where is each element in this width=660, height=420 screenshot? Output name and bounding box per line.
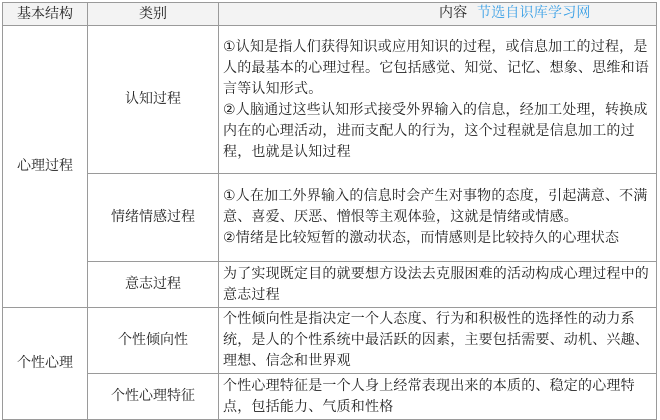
- table-body: [3, 26, 657, 420]
- psychology-structure-table: [2, 2, 657, 420]
- content-paragraph: 为了实现既定目的就要想方设法去克服困难的活动构成心理过程中的意志过程: [223, 265, 649, 303]
- content-cell: [219, 26, 657, 174]
- content-paragraph: ②情绪是比较短暂的激动状态，而情感则是比较持久的心理状态: [223, 230, 620, 246]
- structure-cell: 个性心理: [3, 308, 88, 420]
- category-cell: 个性心理特征: [88, 374, 219, 420]
- header-content-cell: [219, 3, 657, 26]
- content-paragraph: ①人在加工外界输入的信息时会产生对事物的态度，引起满意、不满意、喜爱、厌恶、憎恨等主观体验，这就是情绪或情感。: [223, 188, 648, 225]
- category-cell: 意志过程: [88, 262, 219, 308]
- content-cell: [219, 174, 657, 262]
- category-cell: 情绪情感过程: [88, 174, 219, 262]
- content-paragraph: ①认知是指人们获得知识或应用知识的过程，或信息加工的过程，是人的最基本的心理过程。它包括感觉、知觉、记忆、想象、思维和语言等认知形式。: [223, 38, 649, 97]
- table-row: [3, 308, 657, 374]
- category-cell: 个性倾向性: [88, 308, 219, 374]
- table-row: [3, 174, 657, 262]
- content-cell: [219, 374, 657, 420]
- table-header: [3, 3, 657, 26]
- content-paragraph: 个性心理特征是一个人身上经常表现出来的本质的、稳定的心理特点，包括能力、气质和性格: [223, 377, 635, 415]
- content-paragraph: ②人脑通过这些认知形式接受外界输入的信息，经加工处理，转换成内在的心理活动，进而支配人的行为，这个过程就是信息加工的过程，也就是认知过程: [223, 101, 648, 160]
- header-category: 类别: [88, 3, 219, 26]
- structure-cell: 心理过程: [3, 26, 88, 308]
- watermark-text: 节选自识库学习网: [477, 5, 591, 21]
- header-content: 内容: [439, 5, 468, 21]
- content-cell: [219, 262, 657, 308]
- header-basic-structure: 基本结构: [3, 3, 88, 26]
- content-cell: [219, 308, 657, 374]
- table-row: [3, 26, 657, 174]
- category-cell: 认知过程: [88, 26, 219, 174]
- table-row: [3, 374, 657, 420]
- table-row: [3, 262, 657, 308]
- header-row: [3, 3, 657, 26]
- content-paragraph: 个性倾向性是指决定一个人态度、行为和积极性的选择性的动力系统，是人的个性系统中最活跃的因素，主要包括需要、动机、兴趣、理想、信念和世界观: [223, 311, 649, 369]
